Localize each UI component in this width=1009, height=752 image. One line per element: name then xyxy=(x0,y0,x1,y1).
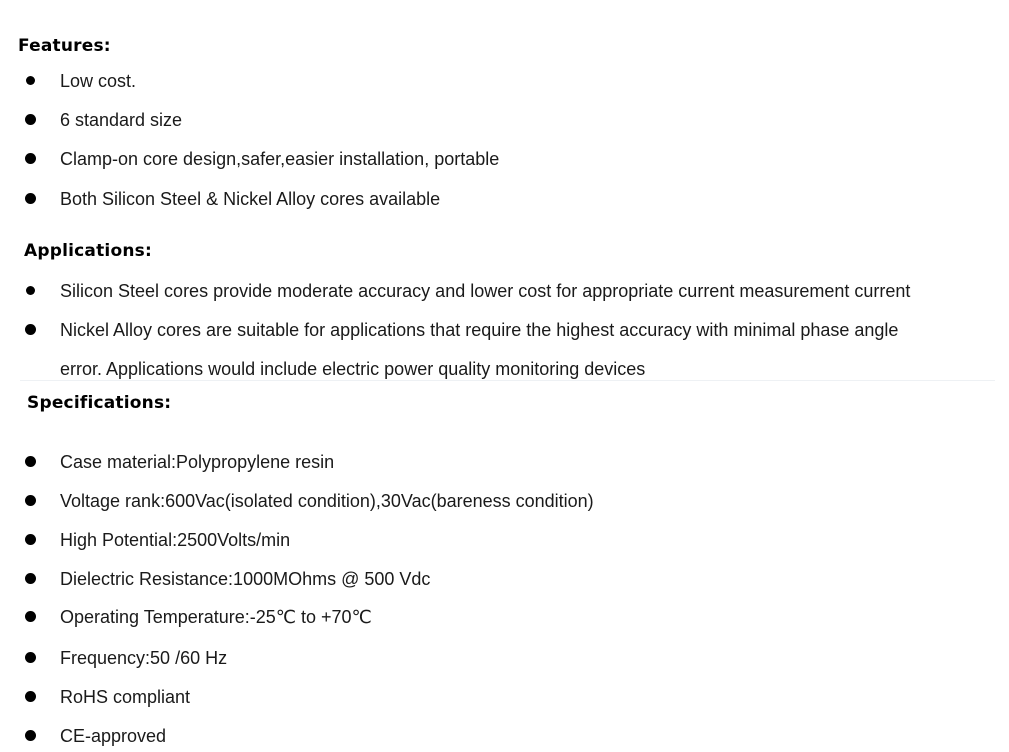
list-item-text: Both Silicon Steel & Nickel Alloy cores available xyxy=(60,189,441,209)
list-item-text: Voltage rank:600Vac(isolated condition),30Vac(bareness condition) xyxy=(60,491,594,511)
list-item xyxy=(0,568,594,590)
bullet-icon xyxy=(25,495,36,506)
list-item-text: Low cost. xyxy=(60,71,137,91)
list-item xyxy=(0,148,499,170)
section-divider xyxy=(20,380,995,381)
list-item xyxy=(0,490,594,512)
bullet-icon xyxy=(25,324,36,335)
list-item xyxy=(0,606,594,628)
list-item-text-line-2: error. Applications would include electric power quality monitoring devices xyxy=(60,359,646,379)
list-item xyxy=(0,529,594,551)
list-item-text: 6 standard size xyxy=(60,110,183,130)
list-item-text: Frequency:50 /60 Hz xyxy=(60,648,228,668)
list-item-text: Clamp-on core design,safer,easier installation, portable xyxy=(60,149,500,169)
bullet-icon xyxy=(25,114,36,125)
list-item-text: RoHS compliant xyxy=(60,687,191,707)
list-item xyxy=(0,725,594,747)
bullet-icon xyxy=(25,153,36,164)
specifications-heading: Specifications: xyxy=(27,393,172,413)
list-item-text-line-1: Nickel Alloy cores are suitable for applications that require the highest accuracy with minimal phase angle xyxy=(60,320,899,340)
bullet-icon xyxy=(25,652,36,663)
features-heading: Features: xyxy=(18,36,111,56)
list-item xyxy=(0,647,594,669)
list-item-text: Case material:Polypropylene resin xyxy=(60,452,335,472)
bullet-icon xyxy=(25,456,36,467)
specifications-list xyxy=(0,451,594,747)
bullet-icon xyxy=(25,611,36,622)
bullet-icon xyxy=(25,534,36,545)
list-item xyxy=(0,188,499,210)
applications-heading: Applications: xyxy=(24,241,152,261)
list-item xyxy=(0,319,910,380)
list-item xyxy=(0,70,499,92)
bullet-icon xyxy=(26,286,35,295)
list-item xyxy=(0,280,910,302)
bullet-icon xyxy=(25,730,36,741)
list-item-text: High Potential:2500Volts/min xyxy=(60,530,291,550)
list-item-text: Operating Temperature:-25℃ to +70℃ xyxy=(60,607,372,627)
features-list xyxy=(0,70,499,210)
applications-list xyxy=(0,280,910,380)
list-item xyxy=(0,109,499,131)
bullet-icon xyxy=(25,193,36,204)
list-item xyxy=(0,451,594,473)
bullet-icon xyxy=(25,691,36,702)
list-item-text: CE-approved xyxy=(60,726,167,746)
list-item-text: Silicon Steel cores provide moderate accuracy and lower cost for appropriate current measurement current xyxy=(60,281,911,301)
bullet-icon xyxy=(25,573,36,584)
list-item-text: Dielectric Resistance:1000MOhms @ 500 Vdc xyxy=(60,569,431,589)
bullet-icon xyxy=(26,76,35,85)
list-item xyxy=(0,686,594,708)
